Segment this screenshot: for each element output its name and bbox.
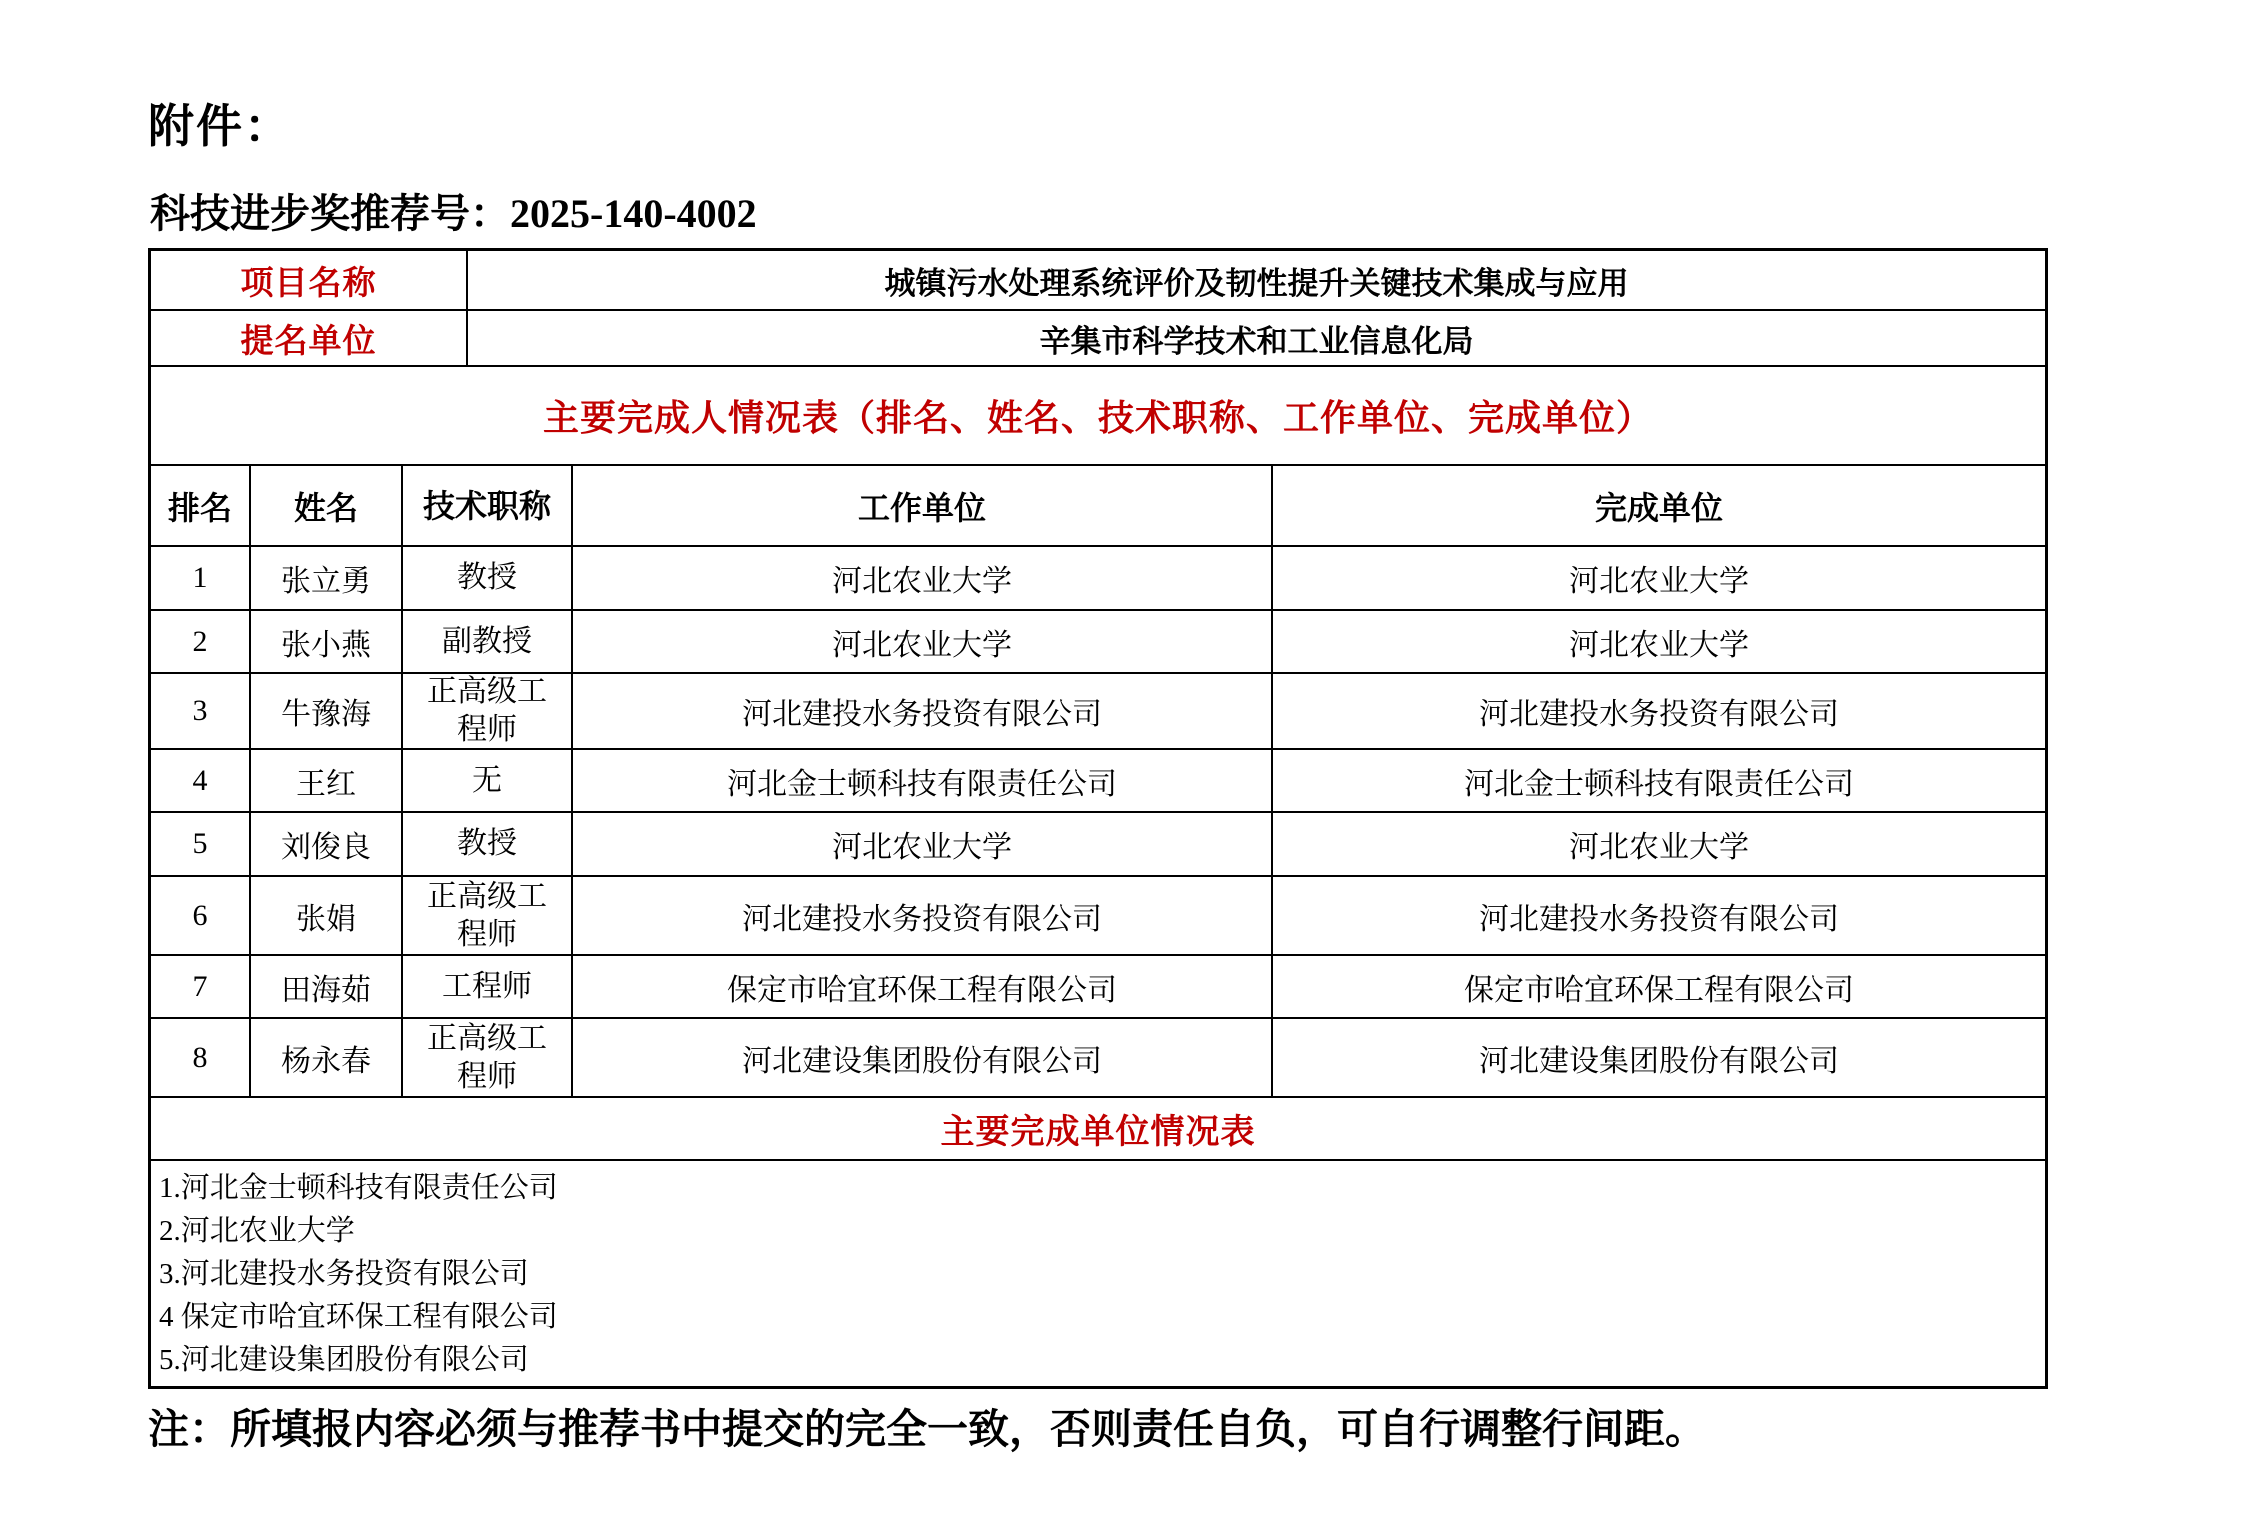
cell-completing-unit: 河北金士顿科技有限责任公司: [1464, 767, 1854, 801]
table-row: [151, 877, 2045, 956]
cell-tech-title: 教授: [403, 813, 573, 875]
completers-title: 主要完成人情况表（排名、姓名、技术职称、工作单位、完成单位）: [542, 398, 1653, 438]
cell-completing-unit: 河北农业大学: [1569, 831, 1749, 864]
table-row: [151, 956, 2045, 1019]
column-header-tech-title: 技术职称: [403, 466, 573, 545]
table-row: [151, 611, 2045, 674]
recommendation-line: [150, 182, 757, 239]
cell-rank: 7: [151, 956, 251, 1017]
cell-rank: 5: [151, 813, 251, 875]
table-row: [151, 547, 2045, 611]
column-header-completing-unit: 完成单位: [1594, 489, 1723, 526]
completers-title-row: [151, 367, 2045, 466]
table-row: [151, 674, 2045, 750]
recommendation-label: 科技进步奖推荐号：: [150, 191, 510, 236]
cell-work-unit: 河北金士顿科技有限责任公司: [573, 750, 1273, 811]
cell-rank: 6: [151, 877, 251, 954]
project-name-label: 项目名称: [151, 251, 468, 309]
unit-list-item: 5.河北建设集团股份有限公司: [159, 1344, 529, 1376]
recommendation-number: 2025-140-4002: [510, 191, 757, 236]
unit-list-item: 4 保定市哈宜环保工程有限公司: [159, 1301, 558, 1333]
cell-tech-title: 正高级工程师: [403, 674, 573, 748]
cell-work-unit: 河北农业大学: [573, 547, 1273, 609]
cell-work-unit: 河北农业大学: [573, 611, 1273, 672]
cell-name: 牛豫海: [251, 674, 403, 748]
cell-tech-title: 正高级工程师: [403, 1019, 573, 1096]
cell-name: 王红: [251, 750, 403, 811]
cell-tech-title: 副教授: [403, 611, 573, 672]
nominating-unit-row: [151, 311, 2045, 367]
column-header-work-unit: 工作单位: [573, 466, 1273, 545]
unit-list-item: 3.河北建投水务投资有限公司: [159, 1258, 529, 1290]
cell-completing-unit: 河北建投水务投资有限公司: [1479, 902, 1839, 936]
cell-work-unit: 河北建投水务投资有限公司: [573, 877, 1273, 954]
cell-completing-unit: 河北农业大学: [1569, 565, 1749, 598]
cell-work-unit: 河北建设集团股份有限公司: [573, 1019, 1273, 1096]
cell-completing-unit: 河北建投水务投资有限公司: [1479, 698, 1839, 731]
table-row: [151, 750, 2045, 813]
table-row: [151, 1019, 2045, 1098]
cell-name: 张立勇: [251, 547, 403, 609]
unit-list-item: 2.河北农业大学: [159, 1215, 355, 1247]
nominating-unit-label: 提名单位: [151, 311, 468, 365]
unit-list-item: 1.河北金士顿科技有限责任公司: [159, 1172, 558, 1204]
cell-completing-unit: 保定市哈宜环保工程有限公司: [1464, 973, 1854, 1007]
table-row: [151, 813, 2045, 877]
cell-work-unit: 保定市哈宜环保工程有限公司: [573, 956, 1273, 1017]
nominating-unit-value: 辛集市科学技术和工业信息化局: [1039, 323, 1474, 359]
table-header-row: [151, 466, 2045, 547]
note-text: 注：所填报内容必须与推荐书中提交的完全一致，否则责任自负，可自行调整行间距。: [148, 1406, 1706, 1452]
cell-rank: 2: [151, 611, 251, 672]
cell-work-unit: 河北建投水务投资有限公司: [573, 674, 1273, 748]
cell-work-unit: 河北农业大学: [573, 813, 1273, 875]
attachment-label: 附件：: [148, 101, 292, 152]
cell-completing-unit: 河北建设集团股份有限公司: [1479, 1044, 1839, 1078]
project-name-value: 城镇污水处理系统评价及韧性提升关键技术集成与应用: [884, 265, 1629, 301]
cell-rank: 4: [151, 750, 251, 811]
cell-name: 张小燕: [251, 611, 403, 672]
cell-rank: 3: [151, 674, 251, 748]
cell-tech-title: 正高级工程师: [403, 877, 573, 954]
cell-name: 田海茹: [251, 956, 403, 1017]
cell-name: 张娟: [251, 877, 403, 954]
cell-completing-unit: 河北农业大学: [1569, 628, 1749, 662]
column-header-name: 姓名: [251, 466, 403, 545]
cell-rank: 1: [151, 547, 251, 609]
cell-tech-title: 无: [403, 750, 573, 811]
units-title-row: [151, 1098, 2045, 1161]
column-header-rank: 排名: [151, 466, 251, 545]
units-list: [151, 1161, 2045, 1386]
cell-tech-title: 教授: [403, 547, 573, 609]
project-name-row: [151, 251, 2045, 311]
award-table: [148, 248, 2048, 1389]
cell-rank: 8: [151, 1019, 251, 1096]
cell-name: 杨永春: [251, 1019, 403, 1096]
cell-tech-title: 工程师: [403, 956, 573, 1017]
cell-name: 刘俊良: [251, 813, 403, 875]
units-title: 主要完成单位情况表: [940, 1114, 1256, 1151]
